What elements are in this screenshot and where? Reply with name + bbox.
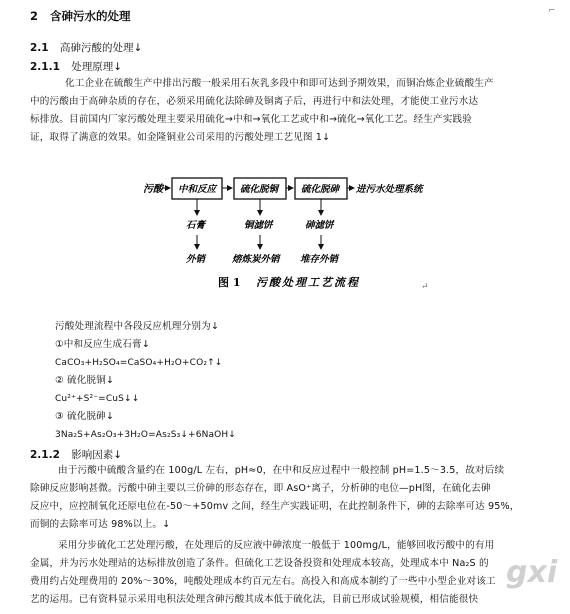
paragraph-line: 反应中，应控制氧化还原电位在-50～+50mv 之间，经生产实践证明，在此控制条件下，砷的去除率可达 95%， (30, 501, 520, 512)
subsection-heading-2-1 (30, 40, 142, 55)
watermark-logo (506, 555, 557, 590)
paragraph-mark-icon: ↵ (421, 282, 429, 292)
flow-product-label: 铜滤饼 (244, 220, 273, 231)
section-number: 2 (30, 9, 39, 23)
paragraph-line: 由于污酸中硫酸含量约在 100g/L 左右，pH≈0，在中和反应过程中一般控制 pH=1.5～3.5，故对后续 (58, 465, 505, 476)
mechanism-item: ③ 硫化脱砷↓ (55, 411, 115, 422)
layout-mark-icon: ⌐ (548, 6, 556, 16)
figure-caption: 污酸处理工艺流程 (256, 276, 360, 289)
subsection-number: 2.1.1 (30, 61, 60, 73)
paragraph-line: 而铜的去除率可达 98%以上。↓ (30, 519, 171, 530)
flow-step-label: 硫化脱砷 (301, 184, 340, 195)
subsection-number: 2.1 (30, 42, 49, 54)
paragraph-line: 证，取得了满意的效果。如金隆铜业公司采用的污酸处理工艺见图 1↓ (30, 132, 331, 143)
mechanism-item: ② 硫化脱铜↓ (55, 375, 115, 386)
flow-input-label: 污酸 (143, 184, 163, 195)
subsection-title: 高砷污酸的处理↓ (59, 42, 143, 54)
flow-step-label: 中和反应 (178, 184, 217, 195)
flow-product-label: 石膏 (186, 220, 206, 231)
paragraph-line: 标排放。目前国内厂家污酸处理主要采用硫化→中和→氧化工艺或中和→硫化→氧化工艺。经生产实践验 (30, 114, 472, 125)
subsection-title: 处理原理↓ (71, 61, 123, 73)
process-flow-diagram (0, 165, 570, 300)
mechanism-item: ①中和反应生成石膏↓ (55, 339, 150, 350)
paragraph-line: 费用约占处理费用的 20%～30%，吨酸处理成本约百元左右。高投入和高成本制约了一些中小型企业对该工 (30, 576, 496, 587)
paragraph-line: 化工企业在硫酸生产中排出污酸一般采用石灰乳多段中和即可达到予期效果，而铜冶炼企业硫酸生产 (65, 78, 494, 89)
equation: Cu²⁺+S²⁻=CuS↓↓ (55, 394, 140, 404)
subsection-heading-2-1-1 (30, 59, 122, 74)
equation: 3Na₂S+As₂O₃+3H₂O=As₂S₃↓+6NaOH↓ (55, 430, 236, 440)
paragraph-line: 采用分步硫化工艺处理污酸，在处理后的反应液中砷浓度一般低于 100mg/L，能够回收污酸中的有用 (58, 540, 495, 551)
paragraph-line: 艺的运用。已有资料显示采用电积法处理含砷污酸其成本低于硫化法，目前已形成试验规模，相信能很快 (30, 594, 479, 605)
equation: CaCO₃+H₂SO₄=CaSO₄+H₂O+CO₂↑↓ (55, 358, 223, 368)
subsection-title: 影响因素↓ (71, 449, 123, 461)
figure-number: 图 1 (218, 276, 241, 289)
section-heading (30, 8, 131, 24)
section-title: 含砷污水的处理 (50, 9, 131, 23)
paragraph-line: 金属，并为污水处理站的达标排放创造了条件。但硫化工艺设备投资和处理成本较高，处理成本中 Na₂S 的 (30, 558, 489, 569)
flow-product-label: 砷滤饼 (305, 220, 334, 231)
flow-dest-label: 熔炼炭外销 (232, 254, 280, 265)
subsection-heading-2-1-2 (30, 447, 122, 462)
flow-dest-label: 堆存外销 (300, 254, 339, 265)
flow-output-label: 进污水处理系统 (356, 184, 423, 195)
watermark-text: gxi (506, 555, 558, 590)
flow-step-label: 硫化脱铜 (240, 184, 279, 195)
paragraph-line: 除砷反应影响甚微。污酸中砷主要以三价砷的形态存在，即 AsO⁺离子，分析砷的电位—pH图，在硫化去砷 (30, 483, 491, 494)
flow-dest-label: 外销 (186, 254, 206, 265)
subsection-number: 2.1.2 (30, 449, 60, 461)
paragraph-line: 中的污酸由于高砷杂质的存在，必须采用硫化法除砷及铜离子后，再进行中和法处理，才能使工业污水达 (30, 96, 479, 107)
mechanism-intro: 污酸处理流程中各段反应机理分别为↓ (55, 321, 220, 332)
